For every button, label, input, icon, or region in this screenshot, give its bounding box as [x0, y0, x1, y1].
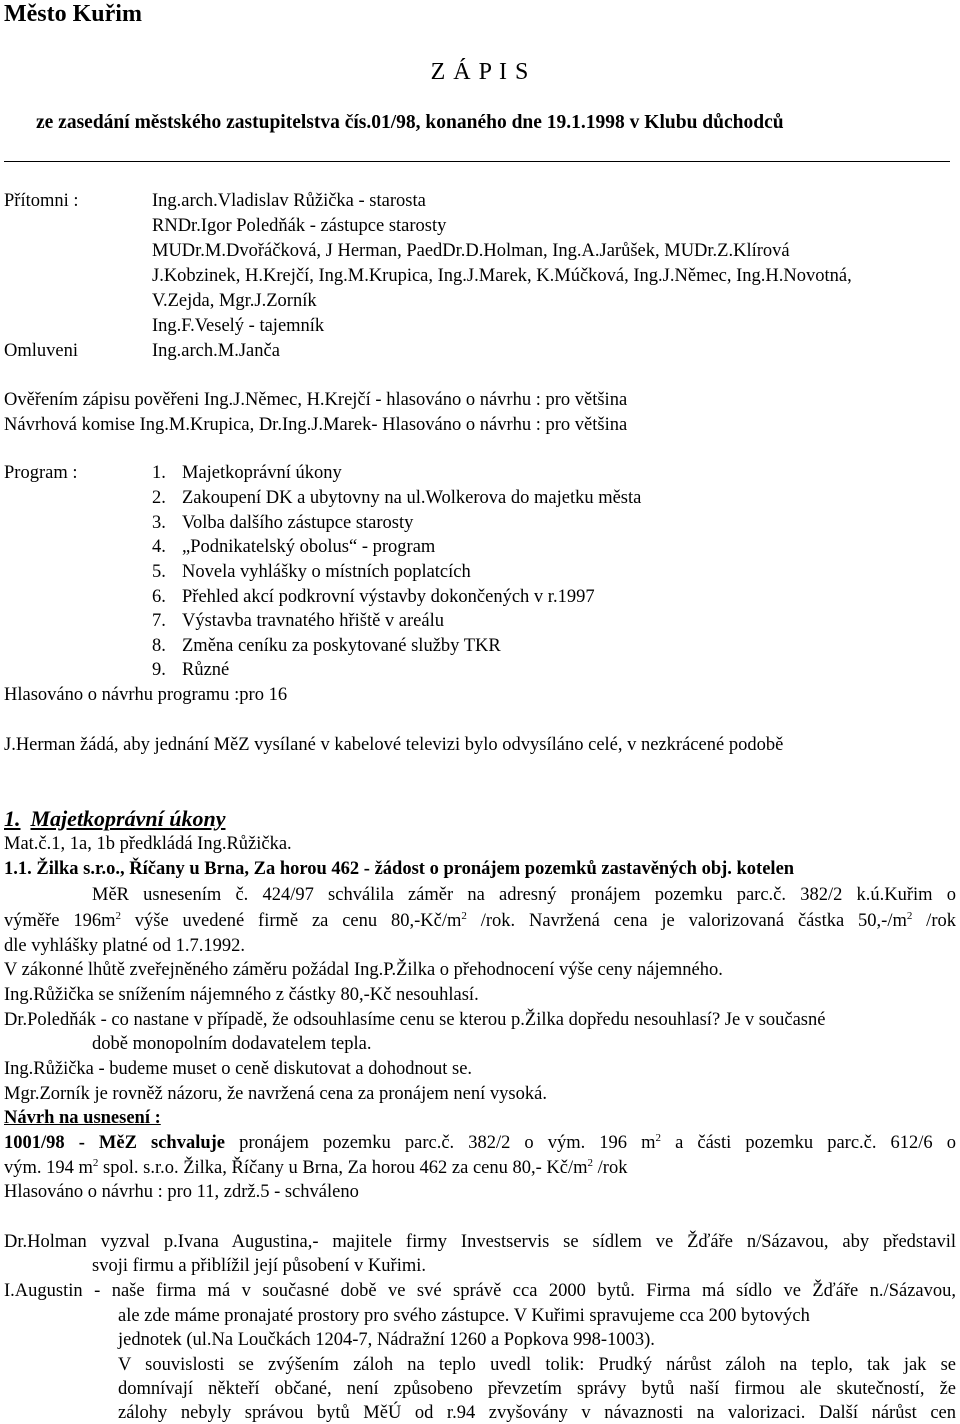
paragraph-line: I.Augustin - naše firma má v současné době ve své správě cca 2000 bytů. Firma má sídlo ve Žďáře n./Sázavou, [4, 1281, 956, 1301]
program-vote: Hlasováno o návrhu programu :pro 16 [4, 685, 288, 705]
program-item-number: 6. [152, 587, 166, 607]
program-item: Novela vyhlášky o místních poplatcích [182, 562, 471, 582]
program-item: Zakoupení DK a ubytovny na ul.Wolkerova do majetku města [182, 488, 642, 508]
paragraph-line: domnívají někteří občané, není způsobeno převzetím správy bytů naší firmou ale skutečností, že [118, 1379, 956, 1399]
subsection-heading: 1.1. Žilka s.r.o., Říčany u Brna, Za horou 462 - žádost o pronájem pozemků zastavěných obj. kotelen [4, 859, 795, 879]
paragraph-line: Dr.Holman vyzval p.Ivana Augustina,- majitele firmy Investservis se sídlem ve Žďáře n/Sázavou, aby představil [4, 1232, 956, 1252]
resolution-vote: Hlasováno o návrhu : pro 11, zdrž.5 - schváleno [4, 1182, 359, 1202]
resolution-line: 1001/98 - MěZ schvaluje pronájem pozemku parc.č. 382/2 o vým. 196 $m^2$ a části pozemku parc.č. 612/6 o [4, 1131, 956, 1153]
paragraph-line: Ing.Růžička se snížením nájemného z částky 80,-Kč nesouhlasí. [4, 985, 479, 1005]
paragraph-line: MěR usnesením č. 424/97 schválila záměr na adresný pronájem pozemku parc.č. 382/2 k.ú.Kuřim o [92, 885, 956, 905]
program-item-number: 2. [152, 488, 166, 508]
program-item: Přehled akcí podkrovní výstavby dokončených v r.1997 [182, 587, 595, 607]
section-heading [4, 806, 225, 832]
resolution-line: vým. 194 $m^2$ spol. s.r.o. Žilka, Říčany u Brna, Za horou 462 za cenu 80,- $Kč/m^2$ /rok [4, 1156, 628, 1178]
program-item-number: 7. [152, 611, 166, 631]
paragraph-line: Mgr.Zorník je rovněž názoru, že navržená cena za pronájem není vysoká. [4, 1084, 547, 1104]
herman-request: J.Herman žádá, aby jednání MěZ vysílané v kabelové televizi bylo odvysíláno celé, v nezkrácené podobě [4, 735, 784, 755]
paragraph-line: svoji firmu a přiblížil její působení v Kuřimi. [92, 1256, 426, 1276]
section-title: Majetkoprávní úkony [30, 806, 226, 831]
verification-line: Ověřením zápisu pověřeni Ing.J.Němec, H.Krejčí - hlasováno o návrhu : pro většina [4, 390, 628, 410]
paragraph-line: ale zde máme pronajaté prostory pro svého zástupce. V Kuřimi spravujeme cca 200 bytových [118, 1306, 810, 1326]
present-label: Přítomni : [4, 191, 79, 211]
paragraph-line: době monopolním dodavatelem tepla. [92, 1034, 372, 1054]
paragraph-line: dle vyhlášky platné od 1.7.1992. [4, 936, 245, 956]
present-line: J.Kobzinek, H.Krejčí, Ing.M.Krupica, Ing.J.Marek, K.Múčková, Ing.J.Němec, Ing.H.Novotná, [152, 266, 852, 286]
program-item: Volba dalšího zástupce starosty [182, 513, 414, 533]
program-item-number: 4. [152, 537, 166, 557]
program-item-number: 1. [152, 463, 166, 483]
paragraph-line: Ing.Růžička - budeme muset o ceně diskutovat a dohodnout se. [4, 1059, 473, 1079]
present-line: Ing.arch.Vladislav Růžička - starosta [152, 191, 426, 211]
paragraph-line: zálohy nebyly správou bytů MěÚ od r.94 zvyšovány v návaznosti na valorizaci. Další nárůst cen [118, 1403, 956, 1423]
present-line: MUDr.M.Dvořáčková, J Herman, PaedDr.D.Holman, Ing.A.Jarůšek, MUDr.Z.Klírová [152, 241, 790, 261]
program-item: Změna ceníku za poskytované služby TKR [182, 636, 501, 656]
present-line: Ing.F.Veselý - tajemník [152, 316, 325, 336]
verification-line: Návrhová komise Ing.M.Krupica, Dr.Ing.J.Marek- Hlasováno o návrhu : pro většina [4, 415, 628, 435]
program-item: Různé [182, 660, 230, 680]
present-line: V.Zejda, Mgr.J.Zorník [152, 291, 317, 311]
program-item-number: 9. [152, 660, 166, 680]
paragraph-line: jednotek (ul.Na Loučkách 1204-7, Nádražní 1260 a Popkova 998-1003). [118, 1330, 655, 1350]
program-item: Výstavba travnatého hřiště v areálu [182, 611, 444, 631]
document-title: Z Á P I S [430, 59, 530, 85]
materials-line: Mat.č.1, 1a, 1b předkládá Ing.Růžička. [4, 834, 292, 854]
excused-name: Ing.arch.M.Janča [152, 341, 280, 361]
present-line: RNDr.Igor Poledňák - zástupce starosty [152, 216, 447, 236]
resolution-number: 1001/98 - MěZ schvaluje [4, 1133, 225, 1153]
program-item-number: 3. [152, 513, 166, 533]
program-item: Majetkoprávní úkony [182, 463, 342, 483]
paragraph-line: výměře $196m^2$ výše uvedené firmě za cenu $80,-Kč/m^2$ /rok. Navržená cena je valorizovaná částka $50,-/m^2$ /rok [4, 909, 956, 931]
section-number: 1. [4, 806, 21, 831]
excused-label: Omluveni [4, 341, 78, 361]
program-item-number: 5. [152, 562, 166, 582]
proposal-label: Návrh na usnesení : [4, 1108, 161, 1128]
program-label: Program : [4, 463, 78, 483]
program-item: „Podnikatelský obolus“ - program [182, 537, 436, 557]
paragraph-line: Dr.Poledňák - co nastane v případě, že odsouhlasíme cenu se kterou p.Žilka dopředu nesouhlasí? Je v současné [4, 1010, 826, 1030]
program-item-number: 8. [152, 636, 166, 656]
paragraph-line: V zákonné lhůtě zveřejněného záměru požádal Ing.P.Žilka o přehodnocení výše ceny nájemného. [4, 960, 723, 980]
paragraph-line: V souvislosti se zvýšením záloh na teplo uvedl tolik: Prudký nárůst záloh na teplo, tak jak se [118, 1355, 956, 1375]
document-subtitle: ze zasedání městského zastupitelstva čís.01/98, konaného dne 19.1.1998 v Klubu důchodců [36, 112, 784, 133]
city-name: Město Kuřim [4, 1, 142, 27]
header-divider [4, 161, 950, 162]
